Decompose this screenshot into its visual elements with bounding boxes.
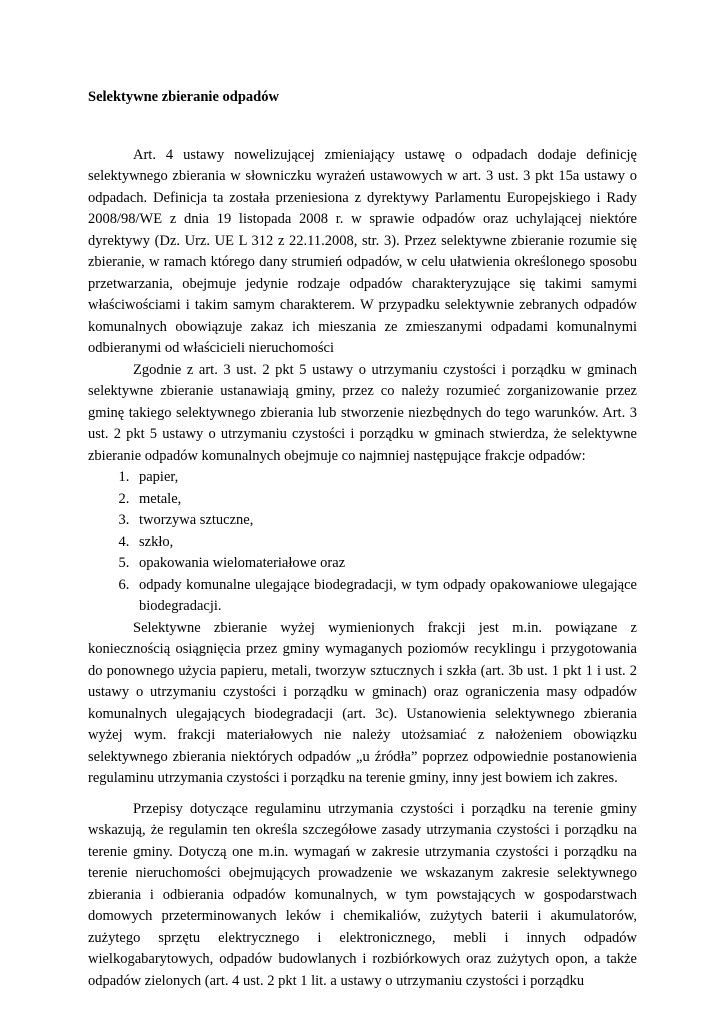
list-item: 5. opakowania wielomateriałowe oraz (133, 553, 637, 575)
list-item: 2. metale, (133, 489, 637, 511)
list-item: 6. odpady komunalne ulegające biodegradacji, w tym odpady opakowaniowe ulegające biodegradacji. (133, 575, 637, 618)
paragraph-fractions-intro: Zgodnie z art. 3 ust. 2 pkt 5 ustawy o utrzymaniu czystości i porządku w gminach selektywne zbieranie ustanawiają gminy, przez co należy rozumieć zorganizowanie przez gminę takiego selektywnego zbierania lub stworzenie niezbędnych do tego warunków. Art. 3 ust. 2 pkt 5 ustawy o utrzymaniu czystości i porządku w gminach stwierdza, że selektywne zbieranie odpadów komunalnych obejmuje co najmniej następujące frakcje odpadów: (88, 361, 637, 464)
list-item: 3. tworzywa sztuczne, (133, 510, 637, 532)
document-content (88, 87, 637, 992)
document-heading: Selektywne zbieranie odpadów (88, 89, 279, 105)
paragraph-definition: Art. 4 ustawy nowelizującej zmieniający ustawę o odpadach dodaje definicję selektywnego zbierania w słowniczku wyrażeń ustawowych w art. 3 ust. 3 pkt 15a ustawy o odpadach. Definicja ta została przeniesiona z dyrektywy Parlamentu Europejskiego i Rady 2008/98/WE z dnia 19 listopada 2008 r. w sprawie odpadów oraz uchylającej niektóre dyrektywy (Dz. Urz. UE L 312 z 22.11.2008, str. 3). Przez selektywne zbieranie rozumie się zbieranie, w ramach którego dany strumień odpadów, w celu ułatwienia określonego sposobu przetwarzania, obejmuje jedynie rodzaje odpadów charakteryzujące się takimi samymi właściwościami i takim samym charakterem. W przypadku selektywnie zebranych odpadów komunalnych obowiązuje zakaz ich mieszania ze zmieszanymi odpadami komunalnymi odbieranymi od właścicieli nieruchomości (88, 146, 637, 356)
list-item: 1. papier, (133, 467, 637, 489)
paragraph-regulamin: Przepisy dotyczące regulaminu utrzymania czystości i porządku na terenie gminy wskazują, że regulamin ten określa szczegółowe zasady utrzymania czystości i porządku na terenie gminy. Dotyczą one m.in. wymagań w zakresie utrzymania czystości i porządku na terenie nieruchomości obejmujących prowadzenie we wskazanym zakresie selektywnego zbierania i odbierania odpadów komunalnych, w tym powstających w gospodarstwach domowych przeterminowanych leków i chemikaliów, zużytych baterii i akumulatorów, zużytego sprzętu elektrycznego i elektronicznego, mebli i innych odpadów wielkogabarytowych, odpadów budowlanych i rozbiórkowych oraz zużytych opon, a także odpadów zielonych (art. 4 ust. 2 pkt 1 lit. a ustawy o utrzymaniu czystości i porządku (88, 800, 637, 989)
fraction-list (88, 467, 637, 618)
list-item: 4. szkło, (133, 532, 637, 554)
paragraph-recycling-levels: Selektywne zbieranie wyżej wymienionych frakcji jest m.in. powiązane z koniecznością osiągnięcia przez gminy wymaganych poziomów recyklingu i przygotowania do ponownego użycia papieru, metali, tworzyw sztucznych i szkła (art. 3b ust. 1 pkt 1 i ust. 2 ustawy o utrzymaniu czystości i porządku w gminach) oraz ograniczenia masy odpadów komunalnych ulegających biodegradacji (art. 3c). Ustanowienia selektywnego zbierania wyżej wym. frakcji materiałowych nie należy utożsamiać z nałożeniem obowiązku selektywnego zbierania niektórych odpadów „u źródła” poprzez odpowiednie postanowienia regulaminu utrzymania czystości i porządku na terenie gminy, inny jest bowiem ich zakres. (88, 619, 637, 786)
